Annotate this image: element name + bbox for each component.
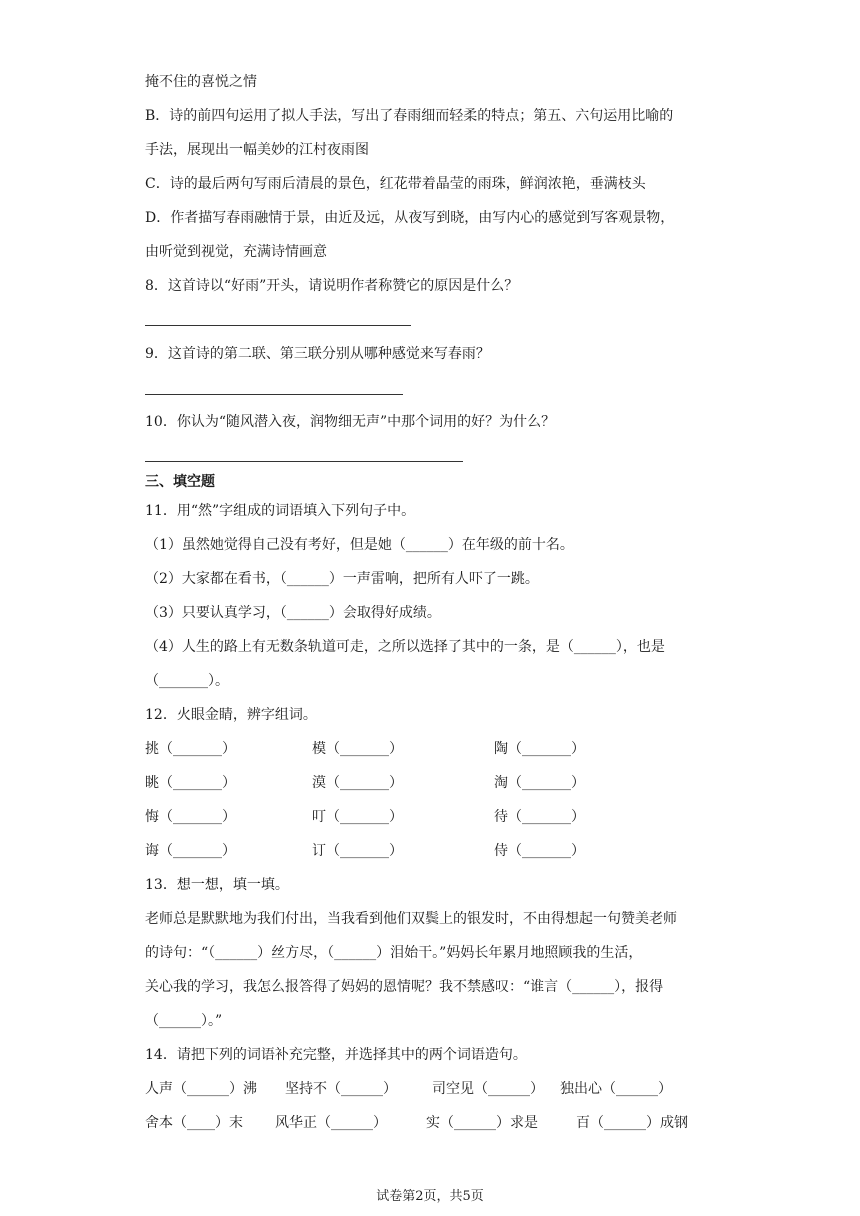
question-10: 10．你认为“随风潜入夜，润物细无声”中那个词用的好？为什么？ (145, 414, 556, 430)
answer-line-10[interactable] (145, 461, 463, 462)
option-d-line-2: 由听觉到视觉，充满诗情画意 (145, 244, 327, 260)
char-word-cell: 订（_______） (312, 843, 403, 859)
char-word-cell: 待（_______） (494, 809, 585, 825)
char-word-cell: 悔（_______） (145, 809, 236, 825)
question-13-title: 13．想一想，填一填。 (145, 877, 289, 893)
question-12-title: 12．火眼金睛，辨字组词。 (145, 707, 317, 723)
char-word-cell: 眺（_______） (145, 775, 236, 791)
question-9: 9．这首诗的第二联、第三联分别从哪种感觉来写春雨？ (145, 346, 490, 362)
idiom-cell: 风华正（______） (275, 1115, 387, 1131)
section-title-fill-blank: 三、填空题 (145, 474, 215, 490)
question-8: 8．这首诗以“好雨”开头，请说明作者称赞它的原因是什么？ (145, 278, 519, 294)
char-word-cell: 诲（_______） (145, 843, 236, 859)
option-b-line-2: 手法，展现出一幅美妙的江村夜雨图 (145, 142, 369, 158)
idiom-cell: 人声（______）沸 (145, 1081, 257, 1097)
idiom-cell: 百（______）成钢 (576, 1115, 688, 1131)
question-11-sentence-1: （1）虽然她觉得自己没有考好，但是她（______）在年级的前十名。 (145, 537, 574, 553)
char-word-cell: 侍（_______） (494, 843, 585, 859)
idiom-cell: 实（______）求是 (426, 1115, 538, 1131)
question-13-paragraph-line-3: 关心我的学习，我怎么报答得了妈妈的恩情呢？我不禁感叹：“谁言（______），报得 (145, 979, 664, 995)
char-word-cell: 淘（_______） (494, 775, 585, 791)
question-11-title: 11．用“然”字组成的词语填入下列句子中。 (145, 503, 416, 519)
question-11-sentence-4b: （_______）。 (145, 673, 229, 689)
char-word-cell: 漠（_______） (312, 775, 403, 791)
question-13-paragraph-line-2: 的诗句：“（______）丝方尽，（______）泪始干。”妈妈长年累月地照顾我的生活， (145, 945, 643, 961)
answer-line-9[interactable] (145, 394, 403, 395)
option-a-continuation: 掩不住的喜悦之情 (145, 74, 257, 90)
question-11-sentence-3: （3）只要认真学习，（______）会取得好成绩。 (145, 605, 441, 621)
char-word-cell: 陶（_______） (494, 741, 585, 757)
question-11-sentence-4a: （4）人生的路上有无数条轨道可走，之所以选择了其中的一条，是（______），也是 (145, 639, 665, 655)
idiom-cell: 司空见（______） (432, 1081, 544, 1097)
question-13-paragraph-line-4: （______）。” (145, 1013, 223, 1029)
option-d-line-1: D．作者描写春雨融情于景，由近及远，从夜写到晓，由写内心的感觉到写客观景物， (145, 210, 675, 226)
option-c: C．诗的最后两句写雨后清晨的景色，红花带着晶莹的雨珠，鲜润浓艳，垂满枝头 (145, 176, 646, 192)
char-word-cell: 挑（_______） (145, 741, 236, 757)
char-word-cell: 叮（_______） (312, 809, 403, 825)
option-b-line-1: B．诗的前四句运用了拟人手法，写出了春雨细而轻柔的特点；第五、六句运用比喻的 (145, 108, 674, 124)
char-word-cell: 模（_______） (312, 741, 403, 757)
idiom-cell: 独出心（______） (560, 1081, 672, 1097)
question-11-sentence-2: （2）大家都在看书，（______）一声雷响，把所有人吓了一跳。 (145, 571, 539, 587)
page-footer: 试卷第2页，共5页 (376, 1189, 484, 1204)
idiom-cell: 舍本（____）末 (145, 1115, 243, 1131)
question-14-title: 14．请把下列的词语补充完整，并选择其中的两个词语造句。 (145, 1047, 527, 1063)
answer-line-8[interactable] (145, 325, 411, 326)
question-13-paragraph-line-1: 老师总是默默地为我们付出，当我看到他们双鬓上的银发时，不由得想起一句赞美老师 (145, 911, 677, 927)
idiom-cell: 坚持不（______） (285, 1081, 397, 1097)
